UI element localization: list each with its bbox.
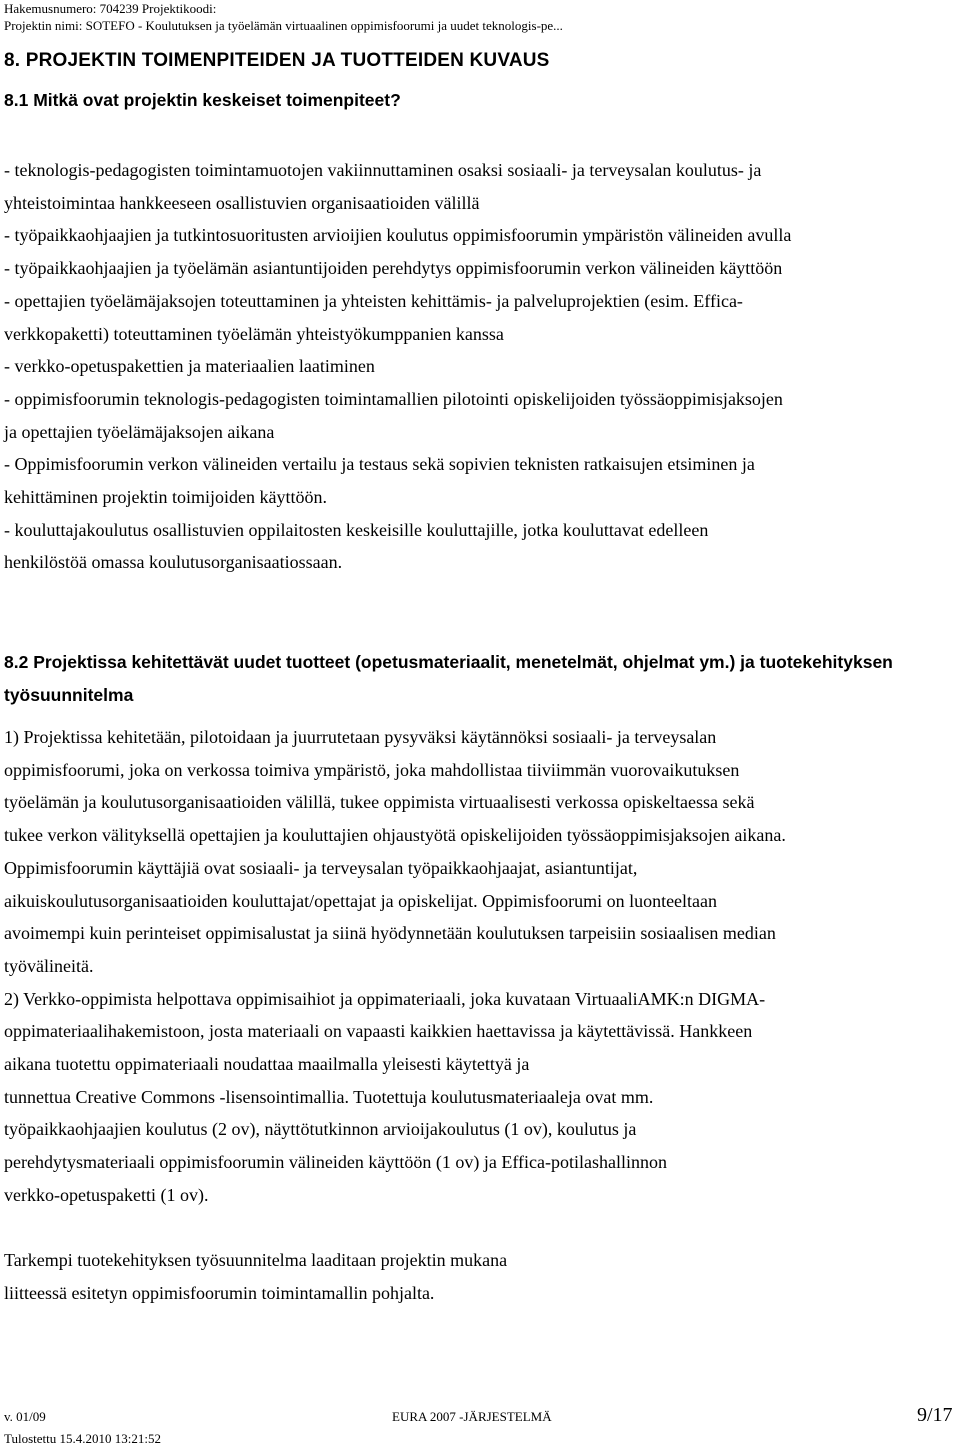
body-line: - verkko-opetuspakettien ja materiaalien laatiminen [4, 356, 375, 377]
footer-system-name: EURA 2007 -JÄRJESTELMÄ [392, 1409, 552, 1424]
work-plan-note [4, 1244, 956, 1309]
body-line: oppimateriaalihakemistoon, josta materiaali on vapaasti kaikkien haettavissa ja käytettävissä. Hankkeen [4, 1021, 753, 1042]
note-line: liitteessä esitetyn oppimisfoorumin toimintamallin pohjalta. [4, 1282, 435, 1303]
footer-page-number: 9/17 [917, 1404, 953, 1426]
document-header [4, 0, 563, 34]
body-line: tukee verkon välityksellä opettajien ja kouluttajien ohjaustyötä opiskelijoiden työssäoppimisjaksojen aikana. [4, 825, 786, 846]
body-line: yhteistoimintaa hankkeeseen osallistuvien organisaatioiden välillä [4, 192, 480, 213]
body-line: - kouluttajakoulutus osallistuvien oppilaitosten keskeisille kouluttajille, jotka kouluttavat edelleen [4, 519, 709, 540]
body-line: kehittäminen projektin toimijoiden käyttöön. [4, 487, 327, 508]
body-line: aikuiskoulutusorganisaatioiden kouluttajat/opettajat ja opiskelijat. Oppimisfoorumi on luonteeltaan [4, 890, 718, 911]
body-line: - teknologis-pedagogisten toimintamuotojen vakiinnuttaminen osaksi sosiaali- ja terveysalan koulutus- ja [4, 160, 762, 180]
body-line: työvälineitä. [4, 955, 94, 976]
body-line: tunnettua Creative Commons -lisensointimallia. Tuotettuja koulutusmateriaaleja ovat mm. [4, 1086, 654, 1107]
subsection-8-1-title: 8.1 Mitkä ovat projektin keskeiset toimenpiteet? [4, 90, 401, 110]
body-line: 1) Projektissa kehitetään, pilotoidaan ja juurrutetaan pysyväksi käytännöksi sosiaali- ja terveysalan [4, 727, 717, 747]
footer-printed-timestamp: Tulostettu 15.4.2010 13:21:52 [4, 1431, 161, 1446]
body-line: perehdytysmateriaali oppimisfoorumin välineiden käyttöön (1 ov) ja Effica-potilashallinnon [4, 1152, 667, 1173]
body-line: Oppimisfoorumin käyttäjiä ovat sosiaali- ja terveysalan työpaikkaohjaajat, asiantuntijat, [4, 857, 638, 878]
body-line: työelämän ja koulutusorganisaatioiden välillä, tukee oppimista virtuaalisesti verkossa opiskeltaessa sekä [4, 792, 755, 813]
section-title: 8. PROJEKTIN TOIMENPITEIDEN JA TUOTTEIDEN KUVAUS [4, 50, 550, 71]
subsection-8-1-body [4, 154, 956, 579]
body-line: verkkopaketti) toteuttaminen työelämän yhteistyökumppanien kanssa [4, 323, 504, 344]
body-line: aikana tuotettu oppimateriaali noudattaa maailmalla yleisesti käytettyä ja [4, 1054, 530, 1075]
body-line: - työpaikkaohjaajien ja tutkintosuoritusten arvioijien koulutus oppimisfoorumin ympäristön välineiden avulla [4, 225, 792, 246]
body-line: - oppimisfoorumin teknologis-pedagogisten toimintamallien pilotointi opiskelijoiden työssäoppimisjaksojen [4, 388, 783, 409]
body-line: verkko-opetuspaketti (1 ov). [4, 1184, 209, 1205]
body-line: ja opettajien työelämäjaksojen aikana [4, 421, 275, 442]
body-line: työpaikkaohjaajien koulutus (2 ov), näyttötutkinnon arvioijakoulutus (1 ov), koulutus ja [4, 1119, 637, 1140]
note-line: Tarkempi tuotekehityksen työsuunnitelma laaditaan projektin mukana [4, 1250, 508, 1270]
header-application-number: Hakemusnumero: 704239 Projektikoodi: [4, 1, 217, 16]
body-line: 2) Verkko-oppimista helpottava oppimisaihiot ja oppimateriaali, joka kuvataan VirtuaaliAMK:n DIGMA- [4, 988, 766, 1009]
subsection-8-2-title: 8.2 Projektissa kehitettävät uudet tuotteet (opetusmateriaalit, menetelmät, ohjelmat ym.) ja tuotekehityksen työsuunnitelma [4, 652, 893, 705]
header-project-name: Projektin nimi: SOTEFO - Koulutuksen ja työelämän virtuaalinen oppimisfoorumi ja uudet teknologis-pe... [4, 18, 563, 33]
footer-version: v. 01/09 [4, 1409, 46, 1424]
subsection-8-2-body [4, 721, 956, 1212]
body-line: avoimempi kuin perinteiset oppimisalustat ja siinä hyödynnetään koulutuksen tarpeisiin sosiaalisen median [4, 923, 776, 944]
body-line: - työpaikkaohjaajien ja työelämän asiantuntijoiden perehdytys oppimisfoorumin verkon välineiden käyttöön [4, 258, 783, 279]
body-line: henkilöstöä omassa koulutusorganisaatiossaan. [4, 552, 343, 573]
body-line: oppimisfoorumi, joka on verkossa toimiva ympäristö, joka mahdollistaa tiiviimmän vuorovaikutuksen [4, 759, 740, 780]
body-line: - Oppimisfoorumin verkon välineiden vertailu ja testaus sekä sopivien teknisten ratkaisujen etsiminen ja [4, 454, 755, 475]
body-line: - opettajien työelämäjaksojen toteuttaminen ja yhteisten kehittämis- ja palveluprojektien (esim. Effica- [4, 290, 743, 311]
